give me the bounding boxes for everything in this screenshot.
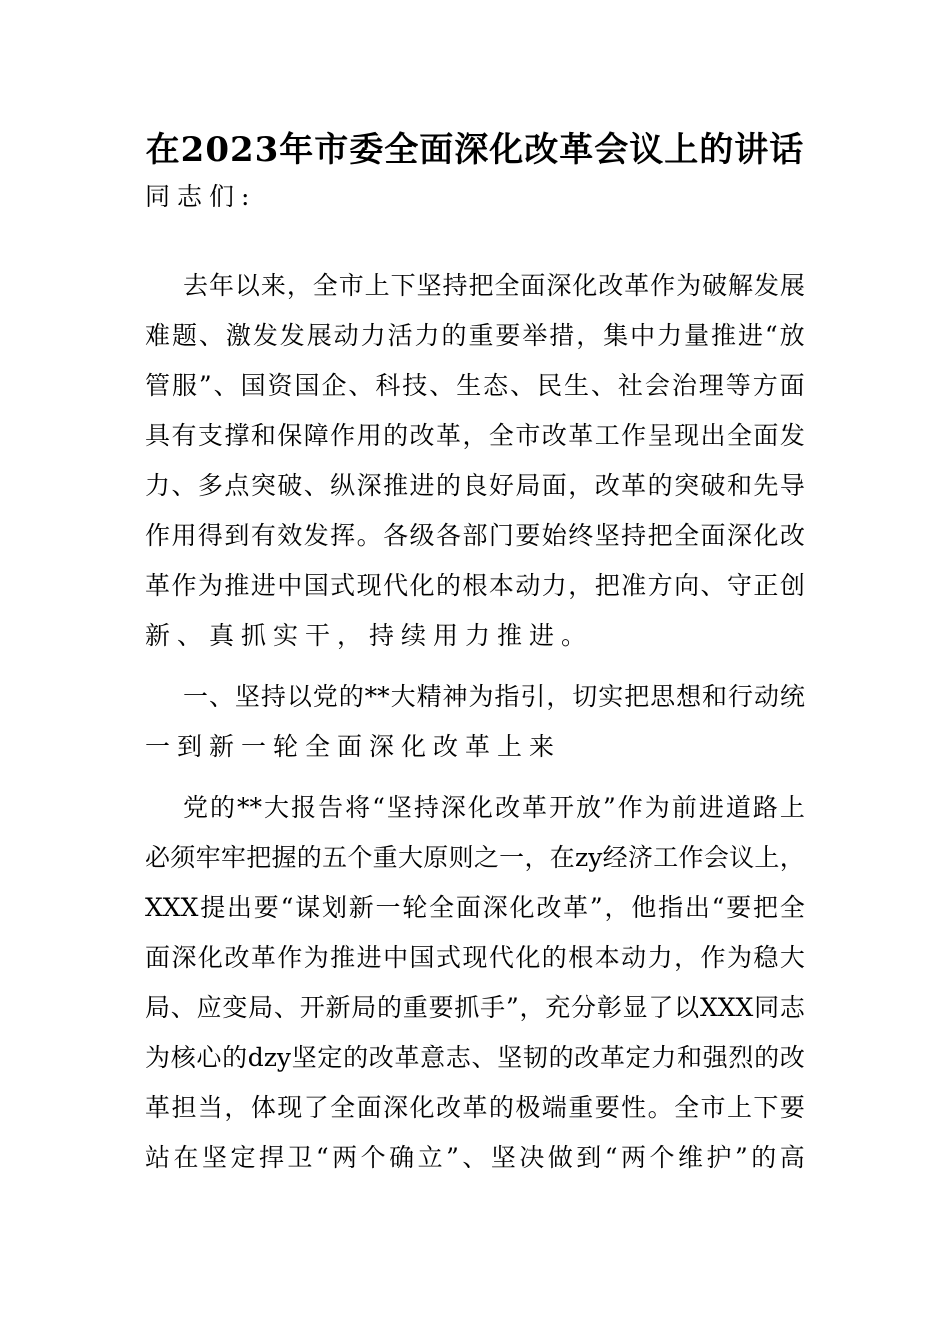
paragraph-line: 站 在 坚 定 捍 卫 “ 两 个 确 立 ” 、 坚 决 做 到 “ 两 个 维 护 ” 的 高 [145,1143,805,1172]
paragraph-line: 难 题 、 激 发 发 展 动 力 活 力 的 重 要 举 措 ， 集 中 力 量 推 进 “ 放 [145,321,805,350]
paragraph-line: 管 服 ” 、 国 资 国 企 、 科 技 、 生 态 、 民 生 、 社 会 治 理 等 方 面 [145,371,805,400]
paragraph-line: 局 、 应 变 局 、 开 新 局 的 重 要 抓 手 ” ， 充 分 彰 显 了 以 XXX 同 志 [145,993,805,1022]
paragraph-line: 作 用 得 到 有 效 发 挥 。 各 级 各 部 门 要 始 终 坚 持 把 全 面 深 化 改 [145,521,805,550]
paragraph-line: 为 核 心 的 dzy 坚 定 的 改 革 意 志 、 坚 韧 的 改 革 定 力 和 强 烈 的 改 [145,1043,805,1072]
salutation: 同志们: [145,182,257,211]
paragraph-line: 必 须 牢 牢 把 握 的 五 个 重 大 原 则 之 一 ， 在 zy 经 济 工 作 会 议 上 ， [145,843,805,872]
document-title: 在2023年市委全面深化改革会议上的讲话 [145,130,805,170]
paragraph-line: 面 深 化 改 革 作 为 推 进 中 国 式 现 代 化 的 根 本 动 力 ， 作 为 稳 大 [145,943,805,972]
paragraph-line: 党 的 ** 大 报 告 将 “ 坚 持 深 化 改 革 开 放 ” 作 为 前 进 道 路 上 [183,793,805,822]
paragraph-line: 具 有 支 撑 和 保 障 作 用 的 改 革 ， 全 市 改 革 工 作 呈 现 出 全 面 发 [145,421,805,450]
paragraph-line: 革 作 为 推 进 中 国 式 现 代 化 的 根 本 动 力 ， 把 准 方 向 、 守 正 创 [145,571,805,600]
section-heading-line: 一到新一轮全面深化改革上来 [145,732,562,761]
section-heading-line: 一 、 坚 持 以 党 的 ** 大 精 神 为 指 引 ， 切 实 把 思 想 和 行 动 统 [183,682,805,711]
paragraph-line: 力 、 多 点 突 破 、 纵 深 推 进 的 良 好 局 面 ， 改 革 的 突 破 和 先 导 [145,471,805,500]
paragraph-line: 革 担 当 ， 体 现 了 全 面 深 化 改 革 的 极 端 重 要 性 。 全 市 上 下 要 [145,1093,805,1122]
paragraph-line: 去 年 以 来 ， 全 市 上 下 坚 持 把 全 面 深 化 改 革 作 为 破 解 发 展 [183,271,805,300]
paragraph-line: 新、真抓实干，持续用力推进。 [145,621,594,650]
paragraph-line: XXX 提 出 要 “ 谋 划 新 一 轮 全 面 深 化 改 革 ” ， 他 指 出 “ 要 把 全 [145,893,805,922]
